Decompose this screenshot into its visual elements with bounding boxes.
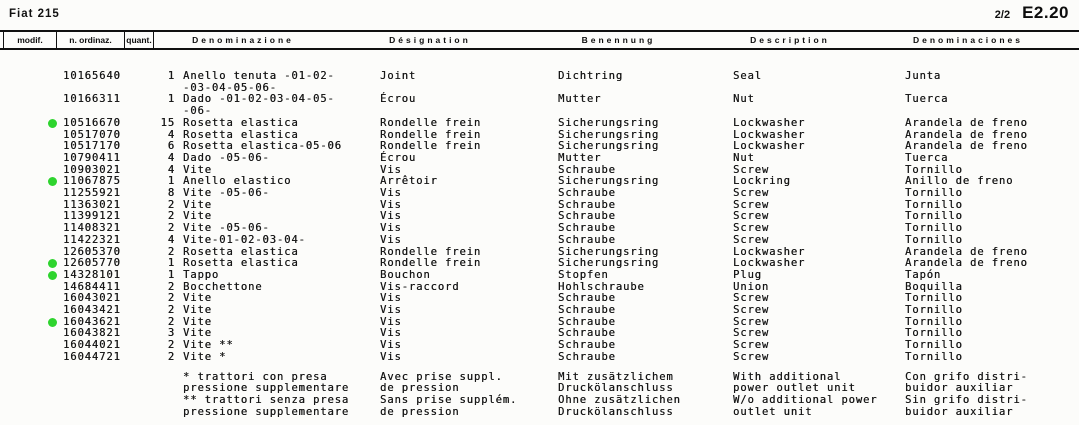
benennung-cell: Schraube	[558, 350, 616, 363]
denominaciones-cell: Junta	[905, 70, 942, 82]
footnotes-row	[0, 372, 1079, 419]
description-cell: Screw	[733, 350, 770, 363]
designation-cell: Vis	[380, 222, 402, 235]
benennung-cell: Sicherungsring	[558, 116, 660, 129]
part-number-cell: 10516670	[63, 116, 121, 129]
header-denominazione: Denominazione	[153, 32, 380, 48]
part-number-cell: 16043821	[63, 327, 121, 340]
quantity-cell: 1	[167, 175, 175, 188]
denominaciones-cell: Arandela de freno	[905, 245, 1028, 258]
part-number-cell: 16043421	[63, 304, 121, 317]
header-ordering-number: n. ordinaz.	[56, 32, 124, 48]
part-number-cell: 11422321	[63, 233, 121, 246]
footnote-french: Avec prise suppl. de pression Sans prise supplém. de pression	[380, 370, 518, 418]
header-designation: Désignation	[389, 35, 471, 45]
benennung-cell: Sicherungsring	[558, 128, 660, 141]
header-modif: modif.	[3, 32, 56, 48]
benennung-cell: Schraube	[558, 198, 616, 211]
denominazione-cell: Vite-01-02-03-04-	[183, 233, 306, 246]
benennung-cell: Schraube	[558, 233, 616, 246]
denominaciones-cell: Tornillo	[905, 339, 963, 352]
denominazione-cell: Vite -05-06-	[183, 187, 270, 200]
part-number-cell: 11255921	[63, 187, 121, 200]
green-marker-dot	[48, 259, 57, 268]
designation-cell: Rondelle frein	[380, 257, 482, 270]
denominaciones-cell: Tornillo	[905, 315, 963, 328]
benennung-cell: Schraube	[558, 210, 616, 223]
part-number-cell: 11408321	[63, 222, 121, 235]
benennung-cell: Dichtring	[558, 70, 623, 82]
description-cell: Lockwasher	[733, 245, 806, 258]
page-code-area	[995, 3, 1069, 23]
modif-cell	[0, 317, 62, 327]
modif-cell	[0, 176, 62, 186]
table-row	[0, 235, 1079, 247]
benennung-cell: Schraube	[558, 292, 616, 305]
designation-cell: Rondelle frein	[380, 116, 482, 129]
denominaciones-cell: Arandela de freno	[905, 140, 1028, 153]
part-number-cell: 16043021	[63, 292, 121, 305]
description-cell: Screw	[733, 222, 770, 235]
part-number-cell: 10165640	[63, 70, 121, 82]
designation-cell: Écrou	[380, 151, 417, 164]
denominazione-cell: Vite **	[183, 339, 234, 352]
description-cell: Nut	[733, 151, 755, 164]
designation-cell: Joint	[380, 70, 417, 82]
designation-cell: Bouchon	[380, 268, 431, 281]
denominazione-cell: Rosetta elastica	[183, 128, 299, 141]
page-indicator: 2/2	[994, 9, 1011, 21]
quantity-cell: 1	[167, 257, 175, 270]
quantity-cell: 2	[167, 350, 175, 363]
green-marker-dot	[48, 177, 57, 186]
designation-cell: Vis-raccord	[380, 280, 460, 293]
quantity-cell: 3	[167, 327, 175, 340]
denominaciones-cell: Tornillo	[905, 292, 963, 305]
green-marker-dot	[48, 119, 57, 128]
benennung-cell: Stopfen	[558, 268, 609, 281]
part-number-cell: 12605370	[63, 245, 121, 258]
designation-cell: Vis	[380, 187, 402, 200]
denominaciones-cell: Tornillo	[905, 350, 963, 363]
description-cell: Screw	[733, 304, 770, 317]
description-cell: Seal	[733, 70, 762, 82]
table-row	[0, 188, 1079, 200]
denominaciones-cell: Tornillo	[905, 187, 963, 200]
benennung-cell: Schraube	[558, 304, 616, 317]
table-row	[0, 118, 1079, 130]
part-number-cell: 16044021	[63, 339, 121, 352]
denominazione-cell: Vite	[183, 210, 212, 223]
benennung-cell: Hohlschraube	[558, 280, 645, 293]
benennung-cell: Mutter	[558, 93, 602, 106]
denominaciones-cell: Tornillo	[905, 163, 963, 176]
description-cell: Union	[733, 280, 770, 293]
denominazione-cell: Anello tenuta -01-02- -03-04-05-06-	[183, 70, 335, 94]
denominaciones-cell: Tornillo	[905, 222, 963, 235]
quantity-cell: 2	[167, 198, 175, 211]
quantity-cell: 4	[167, 151, 175, 164]
table-row	[0, 94, 1079, 117]
benennung-cell: Schraube	[558, 339, 616, 352]
table-header-row	[0, 30, 1079, 50]
designation-cell: Vis	[380, 315, 402, 328]
modif-cell	[0, 118, 62, 128]
denominaciones-cell: Tornillo	[905, 198, 963, 211]
section-code: E2.20	[1022, 3, 1069, 22]
description-cell: Lockring	[733, 175, 791, 188]
quantity-cell: 15	[160, 116, 175, 129]
denominazione-cell: Vite	[183, 163, 212, 176]
quantity-cell: 1	[167, 93, 175, 106]
header-quantity: quant.	[124, 32, 153, 48]
denominaciones-cell: Tornillo	[905, 210, 963, 223]
denominaciones-cell: Tuerca	[905, 93, 949, 106]
footnote-spanish: Con grifo distri- buidor auxiliar Sin grifo distri- buidor auxiliar	[905, 370, 1028, 418]
quantity-cell: 4	[167, 163, 175, 176]
denominaciones-cell: Anillo de freno	[905, 175, 1014, 188]
description-cell: Screw	[733, 315, 770, 328]
green-marker-dot	[48, 271, 57, 280]
designation-cell: Vis	[380, 327, 402, 340]
benennung-cell: Sicherungsring	[558, 175, 660, 188]
designation-cell: Vis	[380, 233, 402, 246]
part-number-cell: 16043621	[63, 315, 121, 328]
modif-cell	[0, 270, 62, 280]
quantity-cell: 2	[167, 292, 175, 305]
designation-cell: Vis	[380, 339, 402, 352]
denominaciones-cell: Arandela de freno	[905, 257, 1028, 270]
designation-cell: Vis	[380, 198, 402, 211]
denominazione-cell: Dado -05-06-	[183, 151, 270, 164]
denominazione-cell: Rosetta elastica-05-06	[183, 140, 342, 153]
table-row	[0, 305, 1079, 317]
denominaciones-cell: Boquilla	[905, 280, 963, 293]
page-brand: Fiat 215	[9, 8, 60, 20]
part-number-cell: 11399121	[63, 210, 121, 223]
quantity-cell: 2	[167, 304, 175, 317]
part-number-cell: 11067875	[63, 175, 121, 188]
quantity-cell: 8	[167, 187, 175, 200]
benennung-cell: Mutter	[558, 151, 602, 164]
part-number-cell: 10517170	[63, 140, 121, 153]
quantity-cell: 1	[167, 70, 175, 82]
description-cell: Lockwasher	[733, 140, 806, 153]
denominazione-cell: Vite	[183, 198, 212, 211]
description-cell: Screw	[733, 233, 770, 246]
part-number-cell: 14684411	[63, 280, 121, 293]
footnote-italian: * trattori con presa pressione supplementare ** trattori senza presa pressione supplementare	[183, 370, 350, 418]
description-cell: Nut	[733, 93, 755, 106]
benennung-cell: Sicherungsring	[558, 257, 660, 270]
footnote-english: With additional power outlet unit W/o additional power outlet unit	[733, 370, 878, 418]
quantity-cell: 2	[167, 339, 175, 352]
designation-cell: Vis	[380, 163, 402, 176]
part-number-cell: 10517070	[63, 128, 121, 141]
quantity-cell: 2	[167, 222, 175, 235]
quantity-cell: 6	[167, 140, 175, 153]
description-cell: Plug	[733, 268, 762, 281]
denominazione-cell: Rosetta elastica	[183, 257, 299, 270]
description-cell: Lockwasher	[733, 128, 806, 141]
benennung-cell: Schraube	[558, 222, 616, 235]
designation-cell: Vis	[380, 210, 402, 223]
part-number-cell: 16044721	[63, 350, 121, 363]
benennung-cell: Schraube	[558, 163, 616, 176]
header-benennung: Benennung	[581, 35, 656, 45]
part-number-cell: 10166311	[63, 93, 121, 106]
denominazione-cell: Vite	[183, 304, 212, 317]
description-cell: Screw	[733, 210, 770, 223]
designation-cell: Écrou	[380, 93, 417, 106]
benennung-cell: Sicherungsring	[558, 245, 660, 258]
footnote-german: Mit zusätzlichem Druckölanschluss Ohne zusätzlichen Druckölanschluss	[558, 370, 681, 418]
benennung-cell: Schraube	[558, 327, 616, 340]
benennung-cell: Schraube	[558, 187, 616, 200]
denominazione-cell: Anello elastico	[183, 175, 292, 188]
designation-cell: Rondelle frein	[380, 128, 482, 141]
modif-cell	[0, 258, 62, 268]
denominaciones-cell: Tornillo	[905, 327, 963, 340]
benennung-cell: Sicherungsring	[558, 140, 660, 153]
quantity-cell: 2	[167, 280, 175, 293]
designation-cell: Rondelle frein	[380, 245, 482, 258]
designation-cell: Vis	[380, 350, 402, 363]
description-cell: Screw	[733, 327, 770, 340]
denominazione-cell: Vite	[183, 327, 212, 340]
designation-cell: Vis	[380, 304, 402, 317]
quantity-cell: 1	[167, 268, 175, 281]
table-row	[0, 153, 1079, 165]
denominaciones-cell: Tapón	[905, 268, 942, 281]
quantity-cell: 4	[167, 233, 175, 246]
denominaciones-cell: Tornillo	[905, 233, 963, 246]
table-body	[0, 71, 1079, 418]
part-number-cell: 14328101	[63, 268, 121, 281]
designation-cell: Vis	[380, 292, 402, 305]
header-denominaciones: Denominaciones	[912, 35, 1024, 45]
green-marker-dot	[48, 318, 57, 327]
description-cell: Screw	[733, 339, 770, 352]
denominaciones-cell: Arandela de freno	[905, 116, 1028, 129]
denominazione-cell: Rosetta elastica	[183, 116, 299, 129]
description-cell: Lockwasher	[733, 257, 806, 270]
quantity-cell: 2	[167, 315, 175, 328]
part-number-cell: 11363021	[63, 198, 121, 211]
denominaciones-cell: Tornillo	[905, 304, 963, 317]
denominazione-cell: Dado -01-02-03-04-05- -06-	[183, 93, 335, 118]
description-cell: Lockwasher	[733, 116, 806, 129]
table-row	[0, 270, 1079, 282]
header-description: Description	[750, 35, 830, 45]
denominazione-cell: Vite	[183, 292, 212, 305]
description-cell: Screw	[733, 292, 770, 305]
quantity-cell: 2	[167, 210, 175, 223]
denominaciones-cell: Tuerca	[905, 151, 949, 164]
description-cell: Screw	[733, 187, 770, 200]
designation-cell: Rondelle frein	[380, 140, 482, 153]
denominazione-cell: Vite *	[183, 350, 227, 363]
table-row	[0, 71, 1079, 94]
table-row	[0, 352, 1079, 364]
quantity-cell: 4	[167, 128, 175, 141]
description-cell: Screw	[733, 163, 770, 176]
denominaciones-cell: Arandela de freno	[905, 128, 1028, 141]
quantity-cell: 2	[167, 245, 175, 258]
denominazione-cell: Vite	[183, 315, 212, 328]
part-number-cell: 12605770	[63, 257, 121, 270]
denominazione-cell: Tappo	[183, 268, 220, 281]
denominazione-cell: Bocchettone	[183, 280, 263, 293]
part-number-cell: 10903021	[63, 163, 121, 176]
benennung-cell: Schraube	[558, 315, 616, 328]
denominazione-cell: Rosetta elastica	[183, 245, 299, 258]
designation-cell: Arrêtoir	[380, 175, 438, 188]
denominazione-cell: Vite -05-06-	[183, 222, 270, 235]
description-cell: Screw	[733, 198, 770, 211]
part-number-cell: 10790411	[63, 151, 121, 164]
